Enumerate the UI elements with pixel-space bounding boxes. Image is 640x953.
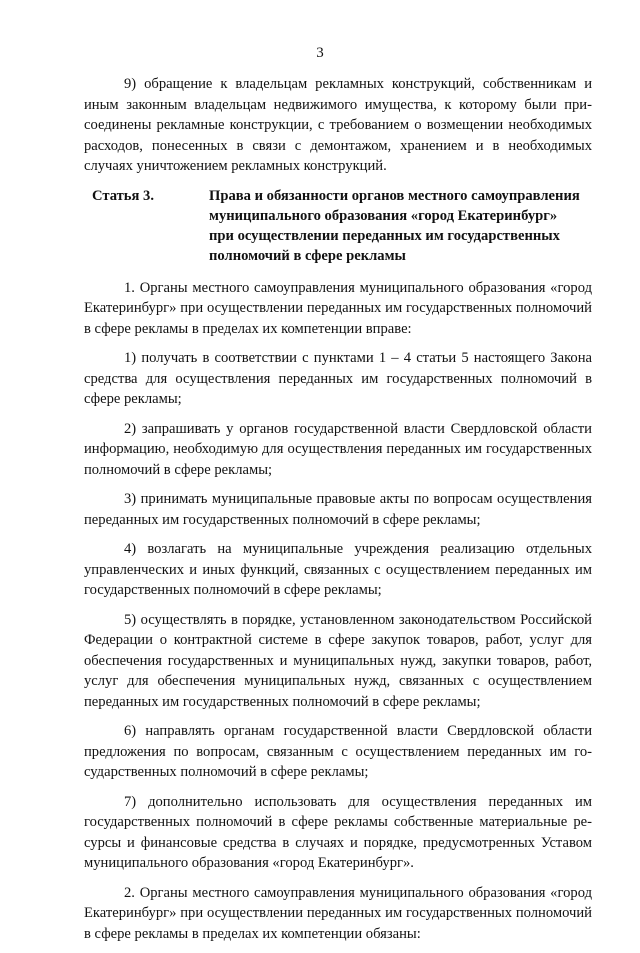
paragraph-item-9: 9) обращение к владельцам рекламных конструкций, собственникам и иным законным владельцам недвижимого имущества, к которому были присоединены рекламные конструкции, с требованием о возмещении необходимых расходов, понесенных в связи с демонтажом, хранением и в необходимых случаях уничтожением рекламных конструкций. — [84, 76, 592, 174]
article-label: Статья 3. — [92, 187, 154, 204]
paragraph-item-4: 4) возлагать на муниципальные учреждения реализацию отдельных управленческих и иных функций, связанных с осуществлением переданных им государственных полномочий в сфере рекламы; — [84, 541, 592, 598]
paragraph-item-1: 1) получать в соответствии с пунктами 1 – 4 статьи 5 настоящего Закона средства для осуществления переданных им государственных полномочий в сфере рекламы; — [84, 350, 592, 407]
paragraph-clause-1: 1. Органы местного самоуправления муниципального образования «город Екатеринбург» при осуществлении переданных им государственных полномочий в сфере рекламы в пределах их компетенции вправе: — [84, 279, 592, 337]
article-title-line: муниципального образования «город Екатеринбург» — [209, 207, 558, 224]
paragraph-item-6: 6) направлять органам государственной власти Свердловской области предложения по вопросам, связанным с осуществлением переданных им государственных полномочий в сфере рекламы; — [84, 723, 592, 780]
paragraph-clause-2: 2. Органы местного самоуправления муниципального образования «город Екатеринбург» при осуществлении переданных им государственных полномочий в сфере рекламы в пределах их компетенции обязаны: — [84, 884, 592, 942]
article-title — [209, 186, 592, 266]
paragraph-item-5: 5) осуществлять в порядке, установленном законодательством Российской Федерации о контрактной системе в сфере закупок товаров, работ, услуг для обеспечения государственных и муниципальных нужд, закупки товаров, работ, услуг для обеспечения муниципальных нужд, связанных с осуществлением переданных им государственных полномочий в сфере рекламы; — [84, 611, 592, 710]
page-number: 3 — [316, 45, 324, 61]
article-title-line: при осуществлении переданных им государственных — [209, 227, 560, 244]
paragraph-item-3: 3) принимать муниципальные правовые акты по вопросам осуществления переданных им государственных полномочий в сфере рекламы; — [84, 491, 592, 528]
paragraph-item-2: 2) запрашивать у органов государственной власти Свердловской области информацию, необходимую для осуществления переданных им государственных полномочий в сфере рекламы; — [84, 420, 592, 478]
paragraph-item-7: 7) дополнительно использовать для осуществления переданных им государственных полномочий в сфере рекламы собственные материальные ресурсы и финансовые средства в случаях и порядке, предусмотренных Уставом муниципального образования «город Екатеринбург». — [84, 793, 592, 871]
document-body — [84, 74, 592, 953]
article-title-line: Права и обязанности органов местного самоуправления — [209, 187, 580, 204]
article-heading — [84, 186, 592, 266]
article-title-line: полномочий в сфере рекламы — [209, 247, 406, 264]
